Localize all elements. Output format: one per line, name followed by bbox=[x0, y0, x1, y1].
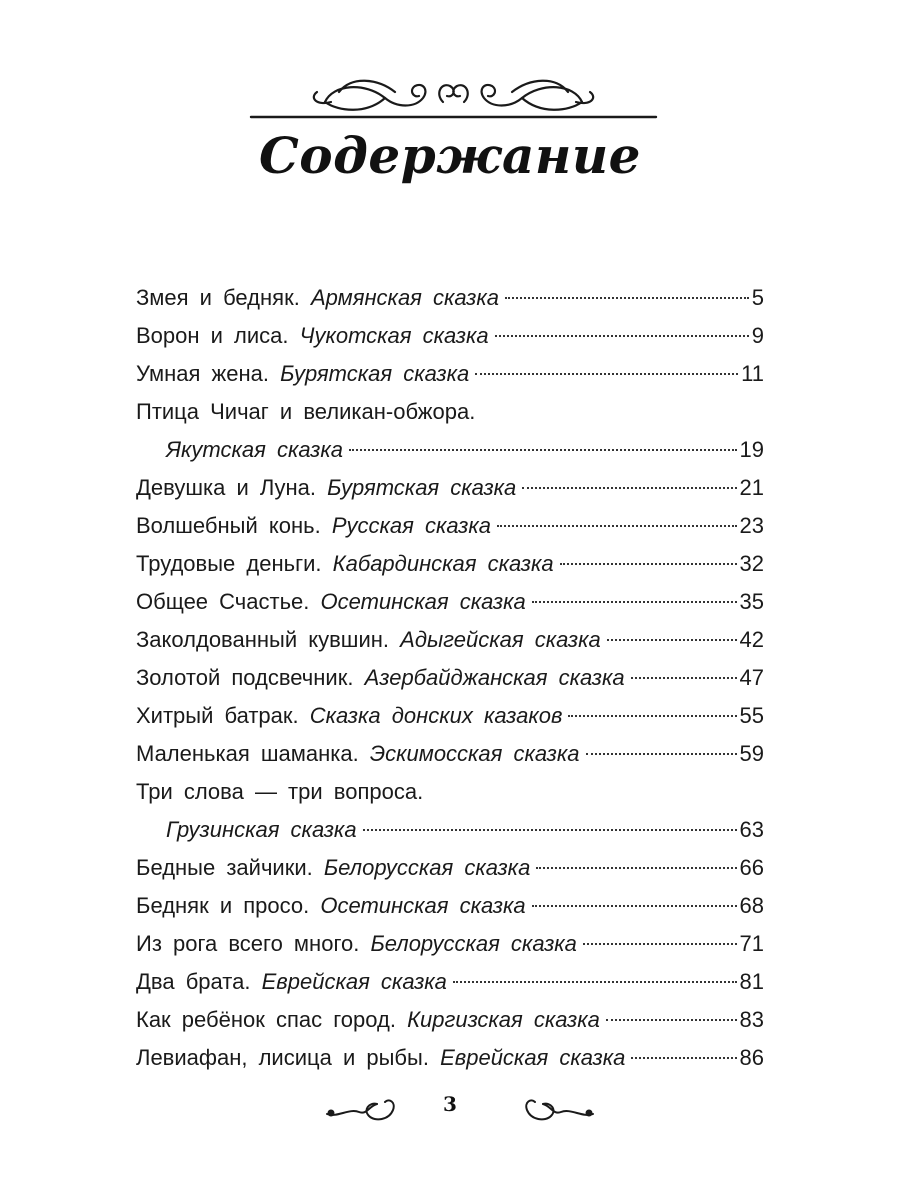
toc-entry-region: Белорусская сказка bbox=[323, 855, 531, 880]
toc-entry-region: Бурятская сказка bbox=[327, 475, 517, 500]
toc-entry bbox=[136, 355, 764, 393]
toc-entry bbox=[136, 849, 764, 887]
toc-entry-region: Азербайджанская сказка bbox=[364, 665, 625, 690]
toc-entry-title: Бедняк и просо. bbox=[136, 893, 310, 918]
toc-page-number: 21 bbox=[739, 475, 764, 500]
toc-entry-title: Золотой подсвечник. bbox=[136, 665, 354, 690]
toc-entry bbox=[136, 697, 764, 735]
toc-page-number: 63 bbox=[739, 817, 764, 842]
toc-page-number: 55 bbox=[739, 703, 764, 728]
toc-page-number: 23 bbox=[739, 513, 764, 538]
toc-entry bbox=[136, 887, 764, 925]
toc-page-number: 42 bbox=[739, 627, 764, 652]
toc-entry-region: Белорусская сказка bbox=[370, 931, 577, 956]
toc-page-number: 71 bbox=[739, 931, 764, 956]
toc-entry-title: Заколдованный кувшин. bbox=[136, 627, 390, 652]
toc-entry-region: Сказка донских казаков bbox=[309, 703, 563, 728]
toc-entry bbox=[136, 659, 764, 697]
dot-leader bbox=[522, 487, 736, 489]
toc-entry-region: Русская сказка bbox=[331, 513, 491, 538]
toc-page-number: 11 bbox=[741, 361, 764, 386]
flourish-divider-icon bbox=[247, 62, 660, 124]
toc-entry-region: Грузинская сказка bbox=[166, 817, 357, 842]
toc-entry-region: Осетинская сказка bbox=[320, 893, 526, 918]
toc-entry-title: Трудовые деньги. bbox=[136, 551, 322, 576]
dot-leader bbox=[631, 1057, 736, 1059]
toc-entry-region: Чукотская сказка bbox=[299, 323, 489, 348]
toc-page-number: 66 bbox=[739, 855, 764, 880]
toc-entry-region: Армянская сказка bbox=[310, 285, 500, 310]
toc-page-number: 81 bbox=[739, 969, 764, 994]
toc-entry bbox=[136, 583, 764, 621]
toc-page-number: 19 bbox=[739, 437, 764, 462]
dot-leader bbox=[349, 449, 737, 451]
toc-entry-title: Волшебный конь. bbox=[136, 513, 321, 538]
toc-page-number: 32 bbox=[739, 551, 764, 576]
toc-page-number: 86 bbox=[739, 1045, 764, 1070]
toc-entry bbox=[136, 925, 764, 963]
dot-leader bbox=[505, 297, 749, 299]
toc-entry-title: Из рога всего много. bbox=[136, 931, 360, 956]
dot-leader bbox=[453, 981, 737, 983]
toc-entry-title: Общее Счастье. bbox=[136, 589, 310, 614]
toc-entry bbox=[136, 545, 764, 583]
toc-entry-region: Эскимосская сказка bbox=[369, 741, 580, 766]
toc-entry-region: Адыгейская сказка bbox=[400, 627, 601, 652]
toc-page-number: 47 bbox=[739, 665, 764, 690]
toc-entry bbox=[136, 963, 764, 1001]
toc-entry-region: Еврейская сказка bbox=[440, 1045, 626, 1070]
toc-entry bbox=[136, 431, 764, 469]
dot-leader bbox=[568, 715, 736, 717]
dot-leader bbox=[497, 525, 737, 527]
toc-page-number: 68 bbox=[739, 893, 764, 918]
dot-leader bbox=[586, 753, 737, 755]
toc-entry bbox=[136, 469, 764, 507]
toc-entry bbox=[136, 621, 764, 659]
toc-entry-title: Хитрый батрак. bbox=[136, 703, 299, 728]
dot-leader bbox=[495, 335, 749, 337]
toc-entry-region: Киргизская сказка bbox=[407, 1007, 600, 1032]
toc-entry-title: Бедные зайчики. bbox=[136, 855, 313, 880]
toc-entry bbox=[136, 279, 764, 317]
toc-entry-region: Осетинская сказка bbox=[320, 589, 526, 614]
toc-entry-title: Умная жена. bbox=[136, 361, 269, 386]
page-footer bbox=[0, 1088, 900, 1134]
dot-leader bbox=[532, 601, 737, 603]
dot-leader bbox=[583, 943, 737, 945]
toc-entry-title: Ворон и лиса. bbox=[136, 323, 289, 348]
flourish-right-icon bbox=[517, 1096, 597, 1124]
toc-entry-region: Еврейская сказка bbox=[261, 969, 447, 994]
toc-page-number: 5 bbox=[751, 285, 764, 310]
dot-leader bbox=[475, 373, 738, 375]
toc-entry-title: Маленькая шаманка. bbox=[136, 741, 359, 766]
dot-leader bbox=[607, 639, 737, 641]
toc-entry-title: Птица Чичаг и великан-обжора. bbox=[136, 399, 476, 424]
dot-leader bbox=[536, 867, 736, 869]
toc-entry-title: Девушка и Луна. bbox=[136, 475, 317, 500]
toc-entry bbox=[136, 773, 764, 811]
toc-entry-title: Как ребёнок спас город. bbox=[136, 1007, 396, 1032]
toc-entry-region: Якутская сказка bbox=[166, 437, 343, 462]
toc-page-number: 9 bbox=[751, 323, 764, 348]
toc-entry-title: Два брата. bbox=[136, 969, 251, 994]
toc-page-number: 35 bbox=[739, 589, 764, 614]
toc-entry-region: Бурятская сказка bbox=[280, 361, 470, 386]
table-of-contents bbox=[136, 279, 764, 1077]
toc-entry bbox=[136, 735, 764, 773]
page-number: 3 bbox=[443, 1092, 457, 1116]
dot-leader bbox=[631, 677, 737, 679]
toc-entry-title: Три слова — три вопроса. bbox=[136, 779, 424, 804]
toc-entry-region: Кабардинская сказка bbox=[332, 551, 554, 576]
toc-entry-title: Левиафан, лисица и рыбы. bbox=[136, 1045, 429, 1070]
toc-entry-title: Змея и бедняк. bbox=[136, 285, 300, 310]
toc-entry bbox=[136, 1039, 764, 1077]
dot-leader bbox=[560, 563, 737, 565]
dot-leader bbox=[532, 905, 737, 907]
toc-page-number: 59 bbox=[739, 741, 764, 766]
toc-entry bbox=[136, 811, 764, 849]
toc-entry bbox=[136, 507, 764, 545]
toc-entry bbox=[136, 317, 764, 355]
dot-leader bbox=[606, 1019, 737, 1021]
dot-leader bbox=[363, 829, 737, 831]
page-title: Содержание bbox=[259, 126, 641, 185]
toc-page-number: 83 bbox=[739, 1007, 764, 1032]
toc-entry bbox=[136, 393, 764, 431]
toc-entry bbox=[136, 1001, 764, 1039]
